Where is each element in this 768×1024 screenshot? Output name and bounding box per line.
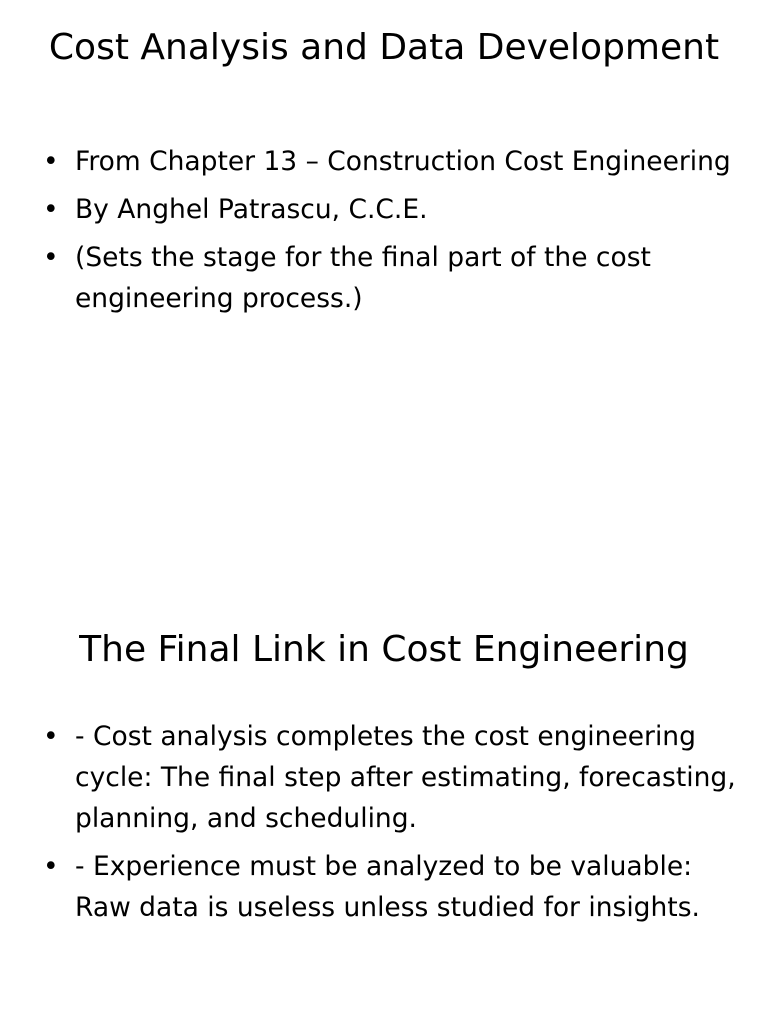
bullet-item: [40, 141, 740, 182]
bullet-list: [40, 141, 740, 326]
bullet-text: (Sets the stage for the final part of the cost engineering process.): [75, 242, 651, 314]
bullet-item: [40, 716, 740, 839]
bullet-text: - Experience must be analyzed to be valuable: Raw data is useless unless studied for insights.: [75, 851, 700, 923]
bullet-text: From Chapter 13 – Construction Cost Engineering: [75, 146, 731, 177]
bullet-item: [40, 237, 740, 319]
bullet-item: [40, 846, 740, 928]
slide-title: The Final Link in Cost Engineering: [79, 629, 689, 670]
slide-title: Cost Analysis and Data Development: [48, 27, 720, 68]
slide-2: [0, 512, 768, 1024]
bullet-dot-icon: •: [43, 242, 59, 273]
bullet-dot-icon: •: [43, 851, 59, 882]
bullet-list: [40, 716, 740, 935]
bullet-dot-icon: •: [43, 194, 59, 225]
bullet-dot-icon: •: [43, 721, 59, 752]
bullet-dot-icon: •: [43, 146, 59, 177]
bullet-text: By Anghel Patrascu, C.C.E.: [75, 194, 428, 225]
bullet-text: - Cost analysis completes the cost engineering cycle: The final step after estimating, forecasting, planning, and scheduling.: [75, 721, 736, 834]
bullet-item: [40, 189, 740, 230]
